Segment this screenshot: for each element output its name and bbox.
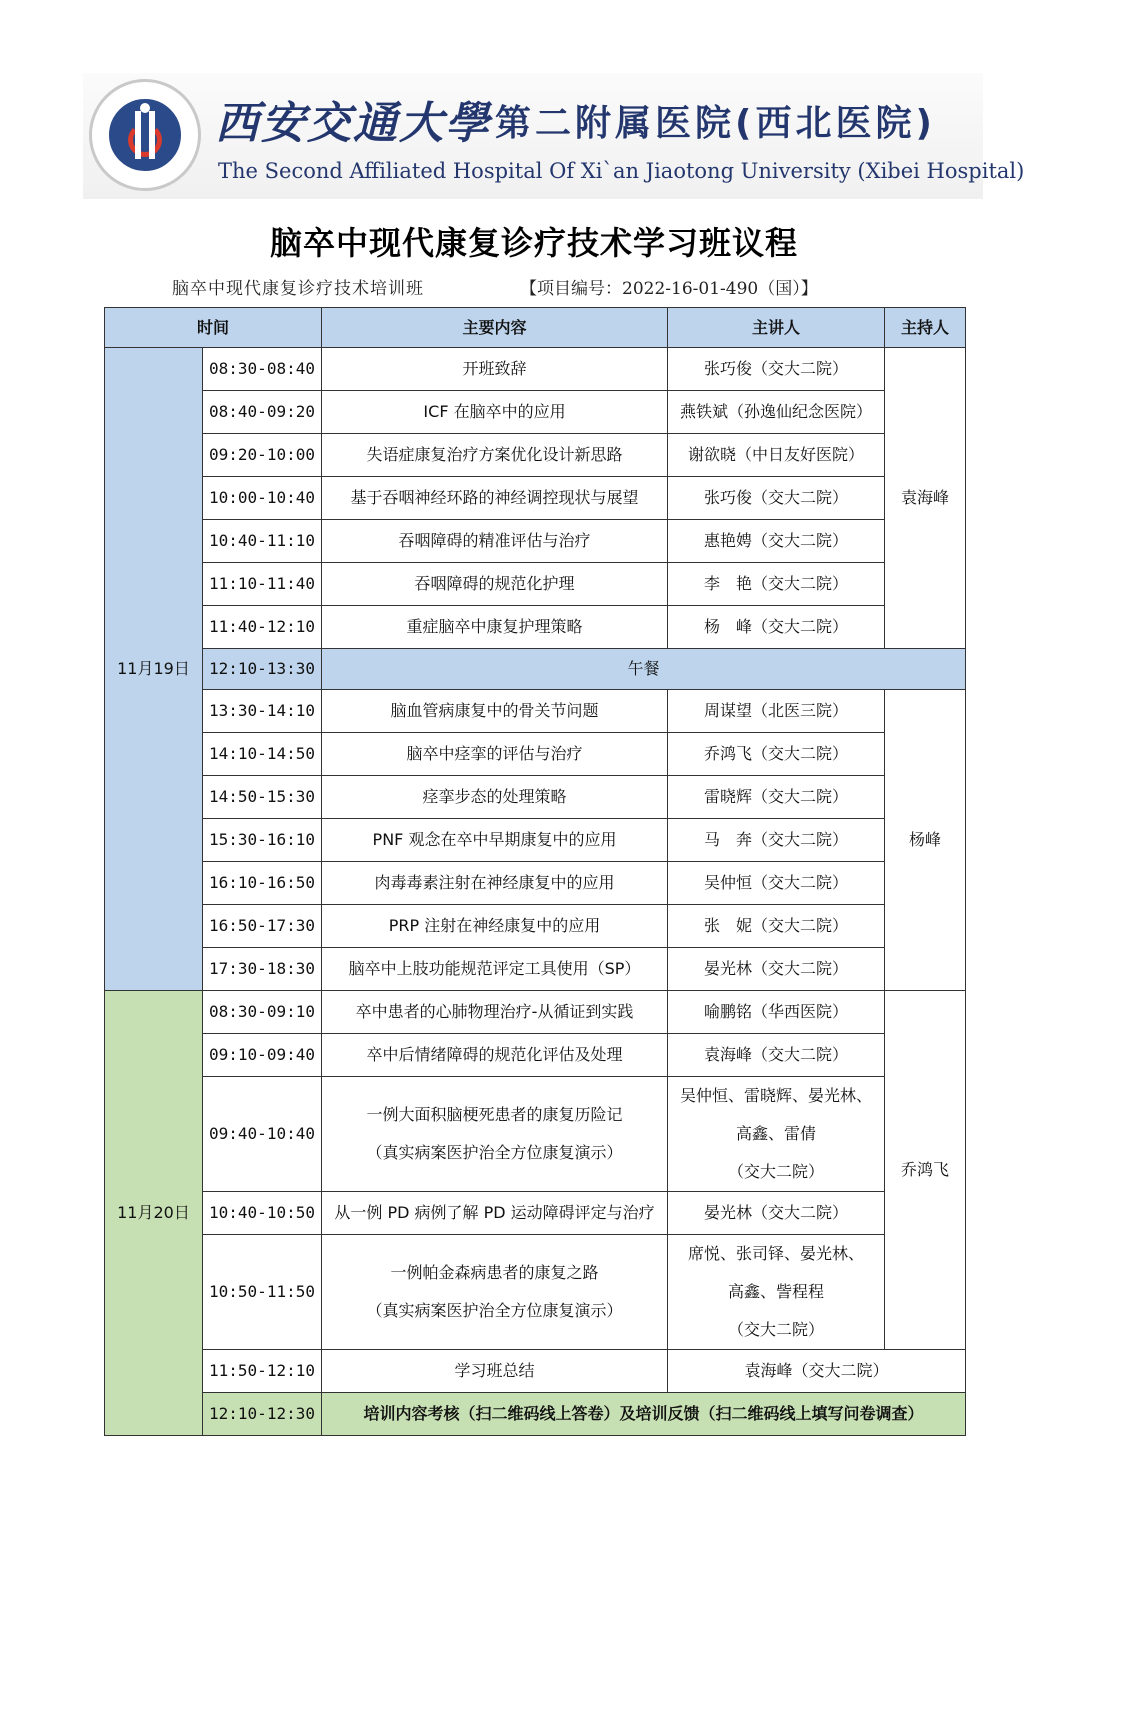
speaker-cell	[668, 1034, 885, 1077]
topic-cell: 重症脑卒中康复护理策略	[322, 606, 668, 649]
header-speaker: 主讲人	[668, 308, 885, 348]
speaker-cell: 晏光林（交大二院）	[668, 948, 885, 991]
hospital-banner	[83, 73, 1025, 199]
table-header-row	[105, 308, 966, 348]
table-row	[105, 1077, 966, 1192]
cell-line: （交大二院）	[728, 1320, 825, 1339]
header-time: 时间	[105, 308, 322, 348]
course-name: 脑卒中现代康复诊疗技术培训班	[172, 279, 424, 299]
table-row	[105, 733, 966, 776]
time-cell: 16:10-16:50	[203, 862, 322, 905]
topic-cell: 痉挛步态的处理策略	[322, 776, 668, 819]
cell-line: 从一例 PD 病例了解 PD 运动障碍评定与治疗	[334, 1203, 655, 1222]
speaker-cell	[668, 1077, 885, 1192]
topic-cell: 脑卒中上肢功能规范评定工具使用（SP）	[322, 948, 668, 991]
logo-bar	[149, 111, 155, 159]
host-cell: 乔鸿飞	[885, 991, 966, 1350]
speaker-cell	[668, 1192, 885, 1235]
lunch-label: 午餐	[322, 649, 966, 690]
speaker-cell	[668, 1235, 885, 1350]
time-cell: 08:30-08:40	[203, 348, 322, 391]
topic-cell	[322, 1192, 668, 1235]
cell-line: 高鑫、雷倩	[736, 1124, 817, 1143]
agenda-body	[105, 348, 966, 1436]
cell-line: 卒中后情绪障碍的规范化评估及处理	[366, 1045, 623, 1064]
time-cell: 11:10-11:40	[203, 563, 322, 606]
speaker-cell: 周谋望（北医三院）	[668, 690, 885, 733]
time-cell: 08:40-09:20	[203, 391, 322, 434]
topic-cell: 吞咽障碍的规范化护理	[322, 563, 668, 606]
logo-bar	[135, 111, 141, 159]
topic-cell	[322, 1077, 668, 1192]
time-cell: 10:00-10:40	[203, 477, 322, 520]
speaker-cell	[668, 991, 885, 1034]
topic-cell: 脑血管病康复中的骨关节问题	[322, 690, 668, 733]
time-cell: 14:50-15:30	[203, 776, 322, 819]
time-cell: 12:10-13:30	[203, 649, 322, 690]
cell-line: 袁海峰（交大二院）	[704, 1045, 849, 1064]
day-cell: 11月20日	[105, 991, 203, 1436]
hospital-name-en: The Second Affiliated Hospital Of Xi`an Jiaotong University (Xibei Hospital)	[218, 159, 1025, 183]
topic-cell: 失语症康复治疗方案优化设计新思路	[322, 434, 668, 477]
page-title: 脑卒中现代康复诊疗技术学习班议程	[269, 224, 798, 262]
cell-line: 一例帕金森病患者的康复之路	[390, 1263, 599, 1282]
table-row	[105, 606, 966, 649]
time-cell: 08:30-09:10	[203, 991, 322, 1034]
speaker-cell: 燕铁斌（孙逸仙纪念医院）	[668, 391, 885, 434]
topic-cell: 吞咽障碍的精准评估与治疗	[322, 520, 668, 563]
topic-cell: 脑卒中痉挛的评估与治疗	[322, 733, 668, 776]
time-cell: 15:30-16:10	[203, 819, 322, 862]
topic-cell: 学习班总结	[322, 1350, 668, 1393]
topic-cell: 肉毒毒素注射在神经康复中的应用	[322, 862, 668, 905]
speaker-cell: 张巧俊（交大二院）	[668, 477, 885, 520]
cell-line: 喻鹏铭（华西医院）	[704, 1002, 849, 1021]
table-row	[105, 948, 966, 991]
cell-line: （交大二院）	[728, 1162, 825, 1181]
table-row	[105, 520, 966, 563]
table-row	[105, 905, 966, 948]
hospital-name: 第二附属医院(西北医院)	[495, 103, 936, 144]
time-cell: 11:50-12:10	[203, 1350, 322, 1393]
time-cell: 10:40-10:50	[203, 1192, 322, 1235]
table-row	[105, 477, 966, 520]
topic-cell	[322, 1034, 668, 1077]
topic-cell: 基于吞咽神经环路的神经调控现状与展望	[322, 477, 668, 520]
topic-cell: ICF 在脑卒中的应用	[322, 391, 668, 434]
speaker-cell: 吴仲恒（交大二院）	[668, 862, 885, 905]
cell-line: （真实病案医护治全方位康复演示）	[366, 1301, 623, 1320]
topic-cell: PRP 注射在神经康复中的应用	[322, 905, 668, 948]
hospital-logo-icon	[89, 79, 201, 191]
speaker-cell: 惠艳娉（交大二院）	[668, 520, 885, 563]
time-cell: 11:40-12:10	[203, 606, 322, 649]
table-row	[105, 1235, 966, 1350]
cell-line: 卒中患者的心肺物理治疗-从循证到实践	[355, 1002, 634, 1021]
table-row	[105, 391, 966, 434]
time-cell: 16:50-17:30	[203, 905, 322, 948]
agenda-table	[104, 307, 966, 1436]
university-name: 西安交通大學	[215, 98, 491, 149]
time-cell: 09:40-10:40	[203, 1077, 322, 1192]
header-content: 主要内容	[322, 308, 668, 348]
cell-line: 高鑫、訾程程	[728, 1282, 825, 1301]
topic-cell	[322, 991, 668, 1034]
time-cell: 12:10-12:30	[203, 1393, 322, 1436]
time-cell: 10:40-11:10	[203, 520, 322, 563]
speaker-cell: 马 奔（交大二院）	[668, 819, 885, 862]
speaker-cell: 谢欲晓（中日友好医院）	[668, 434, 885, 477]
assessment-label: 培训内容考核（扫二维码线上答卷）及培训反馈（扫二维码线上填写问卷调查）	[322, 1393, 966, 1436]
host-cell: 杨峰	[885, 690, 966, 991]
table-row	[105, 991, 966, 1034]
cell-line: 一例大面积脑梗死患者的康复历险记	[366, 1105, 623, 1124]
cell-line: 席悦、张司铎、晏光林、	[688, 1244, 865, 1263]
speaker-cell: 雷晓辉（交大二院）	[668, 776, 885, 819]
topic-cell: PNF 观念在卒中早期康复中的应用	[322, 819, 668, 862]
time-cell: 13:30-14:10	[203, 690, 322, 733]
topic-cell	[322, 1235, 668, 1350]
table-row	[105, 690, 966, 733]
day-cell: 11月19日	[105, 348, 203, 991]
speaker-cell: 乔鸿飞（交大二院）	[668, 733, 885, 776]
table-row	[105, 819, 966, 862]
cell-line: （真实病案医护治全方位康复演示）	[366, 1143, 623, 1162]
lunch-row	[105, 649, 966, 690]
table-row	[105, 1192, 966, 1235]
table-row	[105, 776, 966, 819]
table-row	[105, 434, 966, 477]
table-row	[105, 1034, 966, 1077]
time-cell: 09:20-10:00	[203, 434, 322, 477]
speaker-cell: 袁海峰（交大二院）	[668, 1350, 966, 1393]
cell-line: 晏光林（交大二院）	[704, 1203, 849, 1222]
host-cell: 袁海峰	[885, 348, 966, 649]
header-host: 主持人	[885, 308, 966, 348]
time-cell: 17:30-18:30	[203, 948, 322, 991]
project-number: 【项目编号：2022-16-01-490（国）】	[520, 279, 818, 299]
time-cell: 10:50-11:50	[203, 1235, 322, 1350]
speaker-cell: 张 妮（交大二院）	[668, 905, 885, 948]
table-row	[105, 563, 966, 606]
table-row	[105, 348, 966, 391]
table-row	[105, 862, 966, 905]
summary-row	[105, 1350, 966, 1393]
logo-emblem	[106, 96, 184, 174]
speaker-cell: 李 艳（交大二院）	[668, 563, 885, 606]
final-row	[105, 1393, 966, 1436]
time-cell: 14:10-14:50	[203, 733, 322, 776]
logo-ring	[128, 123, 162, 157]
topic-cell: 开班致辞	[322, 348, 668, 391]
cell-line: 吴仲恒、雷晓辉、晏光林、	[680, 1086, 873, 1105]
speaker-cell: 张巧俊（交大二院）	[668, 348, 885, 391]
time-cell: 09:10-09:40	[203, 1034, 322, 1077]
speaker-cell: 杨 峰（交大二院）	[668, 606, 885, 649]
